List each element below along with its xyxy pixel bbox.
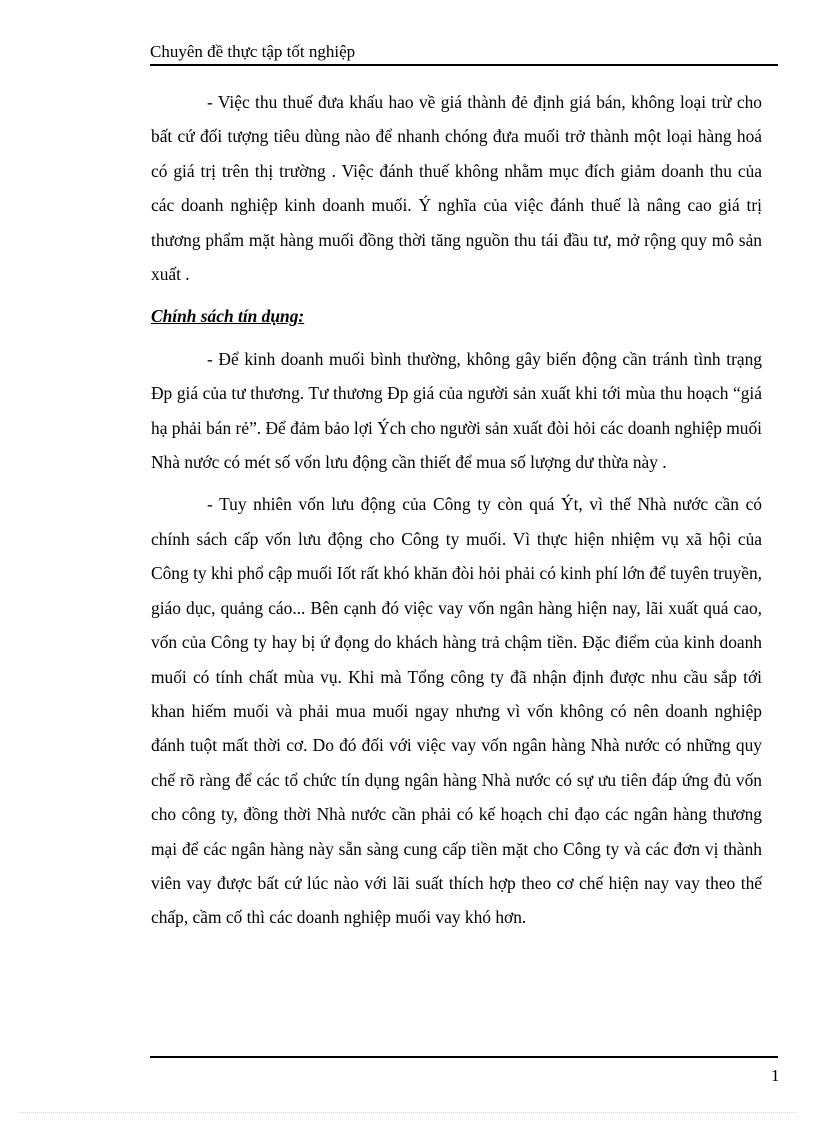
footer-divider: [150, 1056, 778, 1058]
page-header-title: Chuyên đề thực tập tốt nghiệp: [150, 42, 356, 61]
document-body: [151, 85, 762, 943]
header-divider: [150, 64, 778, 66]
page-bottom-dotted-edge: [20, 1112, 796, 1113]
body-paragraph-tax: - Việc thu thuế đưa khấu hao về giá thành đẻ định giá bán, không loại trừ cho bất cứ đối tượng tiêu dùng nào để nhanh chóng đưa muối trở thành một loại hàng hoá có giá trị trên thị trường . Việc đánh thuế không nhằm mục đích giảm doanh thu của các doanh nghiệp kinh doanh muối. Ý nghĩa của việc đánh thuế là nâng cao giá trị thương phẩm mặt hàng muối đồng thời tăng nguồn thu tái đầu tư, mở rộng quy mô sản xuất .: [151, 92, 762, 285]
section-heading-credit-policy: Chính sách tín dụng:: [151, 306, 305, 327]
page-number: 1: [771, 1066, 780, 1085]
body-paragraph-price-pressure: - Để kinh doanh muối bình thường, không gây biến động cần tránh tình trạng Đp giá của tư thương. Tư thương Đp giá của người sản xuất khi tới mùa thu hoạch “giá hạ phải bán rẻ”. Để đảm bảo lợi Ých cho người sản xuất đòi hỏi các doanh nghiệp muối Nhà nước có mét số vốn lưu động cần thiết để mua số lượng dư thừa này .: [151, 348, 762, 473]
body-paragraph-working-capital: - Tuy nhiên vốn lưu động của Công ty còn quá Ýt, vì thế Nhà nước cần có chính sách cấp vốn lưu động cho Công ty muối. Vì thực hiện nhiệm vụ xã hội của Công ty khi phổ cập muối Iốt rất khó khăn đòi hỏi phải có kinh phí lớn để tuyên truyền, giáo dục, quảng cáo... Bên cạnh đó việc vay vốn ngân hàng hiện nay, lãi xuất quá cao, vốn của Công ty hay bị ứ đọng do khách hàng trả chậm tiền. Đặc điểm của kinh doanh muối có tính chất mùa vụ. Khi mà Tổng công ty đã nhận định được nhu cầu sắp tới khan hiếm muối và phải mua muối ngay nhưng vì vốn không có nên doanh nghiệp đánh tuột mất thời cơ. Do đó đối với việc vay vốn ngân hàng Nhà nước có những quy chế rõ ràng để các tổ chức tín dụng ngân hàng Nhà nước có sự ưu tiên đáp ứng đủ vốn cho công ty, đồng thời Nhà nước cần phải có kế hoạch chỉ đạo các ngân hàng thương mại để các ngân hàng này sẵn sàng cung cấp tiền mặt cho Công ty và các đơn vị thành viên vay được bất cứ lúc nào với lãi suất thích hợp theo cơ chế hiện nay vay theo thế chấp, cầm cố thì các doanh nghiệp muối vay khó hơn.: [151, 494, 762, 928]
